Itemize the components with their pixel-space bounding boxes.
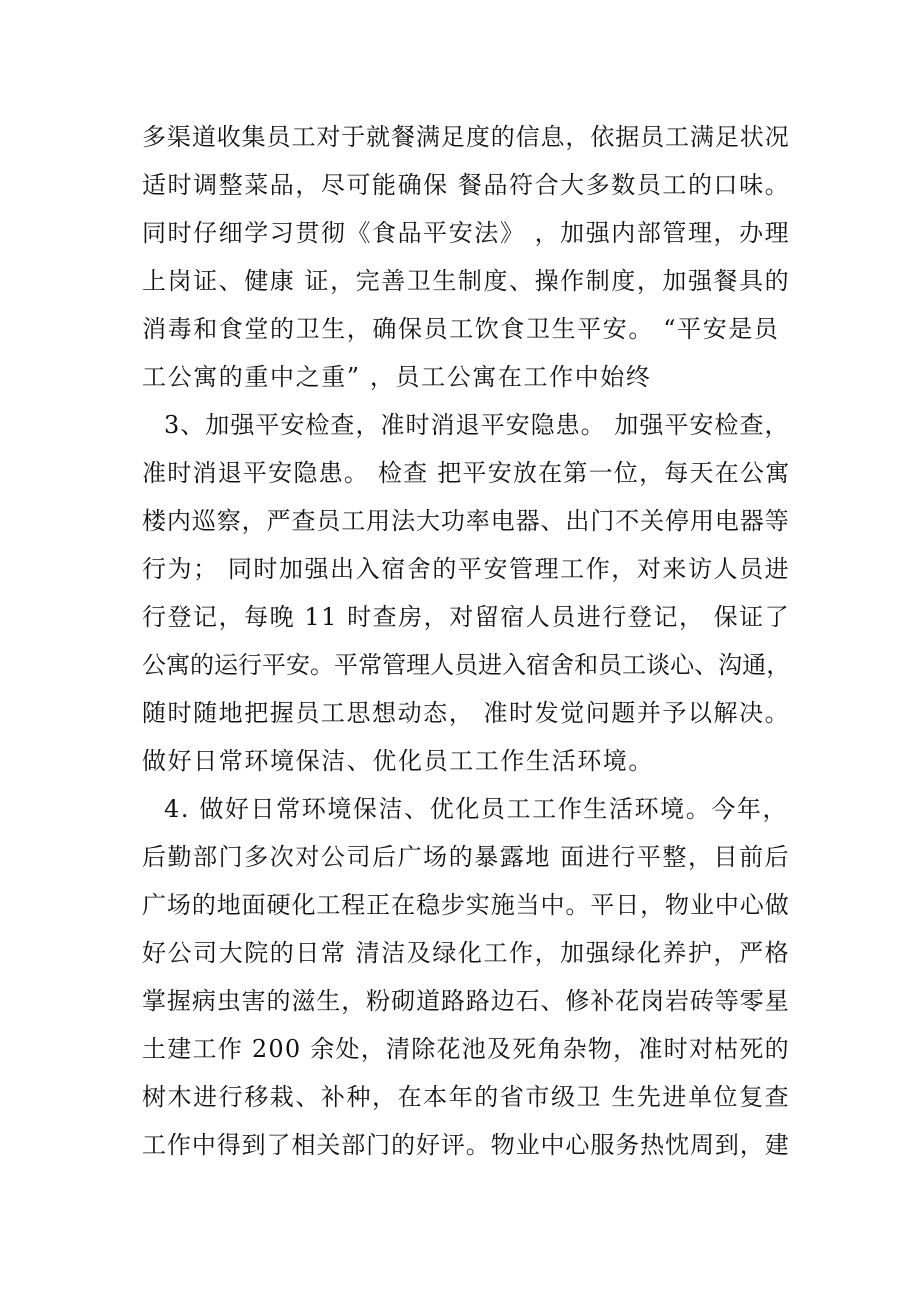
text-line: 好公司大院的日常 清洁及绿化工作，加强绿化养护，严格 <box>142 939 791 967</box>
text-line: 行登记，每晚 11 时查房，对留宿人员进行登记， 保证了 <box>142 603 791 631</box>
text-line: 多渠道收集员工对于就餐满足度的信息，依据员工满足状况 <box>142 123 790 151</box>
text-line: 楼内巡察，严查员工用法大功率电器、出门不关停用电器等 <box>142 507 790 535</box>
text-line: 广场的地面硬化工程正在稳步实施当中。平日，物业中心做 <box>142 891 790 919</box>
text-line: 行为； 同时加强出入宿舍的平安管理工作，对来访人员进 <box>142 555 791 583</box>
text-line: 消毒和食堂的卫生，确保员工饮食卫生平安。 “平安是员 <box>142 315 780 343</box>
text-line: 上岗证、健康 证，完善卫生制度、操作制度，加强餐具的 <box>142 267 791 295</box>
text-line: 随时随地把握员工思想动态， 准时发觉问题并予以解决。 <box>142 699 791 727</box>
text-line: 工作中得到了相关部门的好评。物业中心服务热忱周到，建 <box>142 1131 790 1159</box>
text-line: 树木进行移栽、补种，在本年的省市级卫 生先进单位复查 <box>142 1083 791 1111</box>
text-line: 准时消退平安隐患。 检查 把平安放在第一位，每天在公寓 <box>142 459 791 487</box>
text-line: 土建工作 200 余处，清除花池及死角杂物，准时对枯死的 <box>142 1035 790 1063</box>
text-line: 公寓的运行平安。平常管理人员进入宿舍和员工谈心、沟通， <box>142 651 791 679</box>
text-line: 工公寓的重中之重” ，员工公寓在工作中始终 <box>142 363 652 391</box>
text-line: 适时调整菜品，尽可能确保 餐品符合大多数员工的口味。 <box>142 171 791 199</box>
text-line: 做好日常环境保洁、优化员工工作生活环境。 <box>142 747 654 775</box>
section-heading-4: 4. 做好日常环境保洁、优化员工工作生活环境。今年， <box>164 795 789 823</box>
text-line: 同时仔细学习贯彻《食品平安法》 ，加强内部管理，办理 <box>142 219 791 247</box>
text-line: 后勤部门多次对公司后广场的暴露地 面进行平整，目前后 <box>142 843 791 871</box>
text-line: 掌握病虫害的滋生，粉砌道路路边石、修补花岗岩砖等零星 <box>142 987 790 1015</box>
section-heading-3: 3、加强平安检查，准时消退平安隐患。 加强平安检查， <box>164 411 790 439</box>
